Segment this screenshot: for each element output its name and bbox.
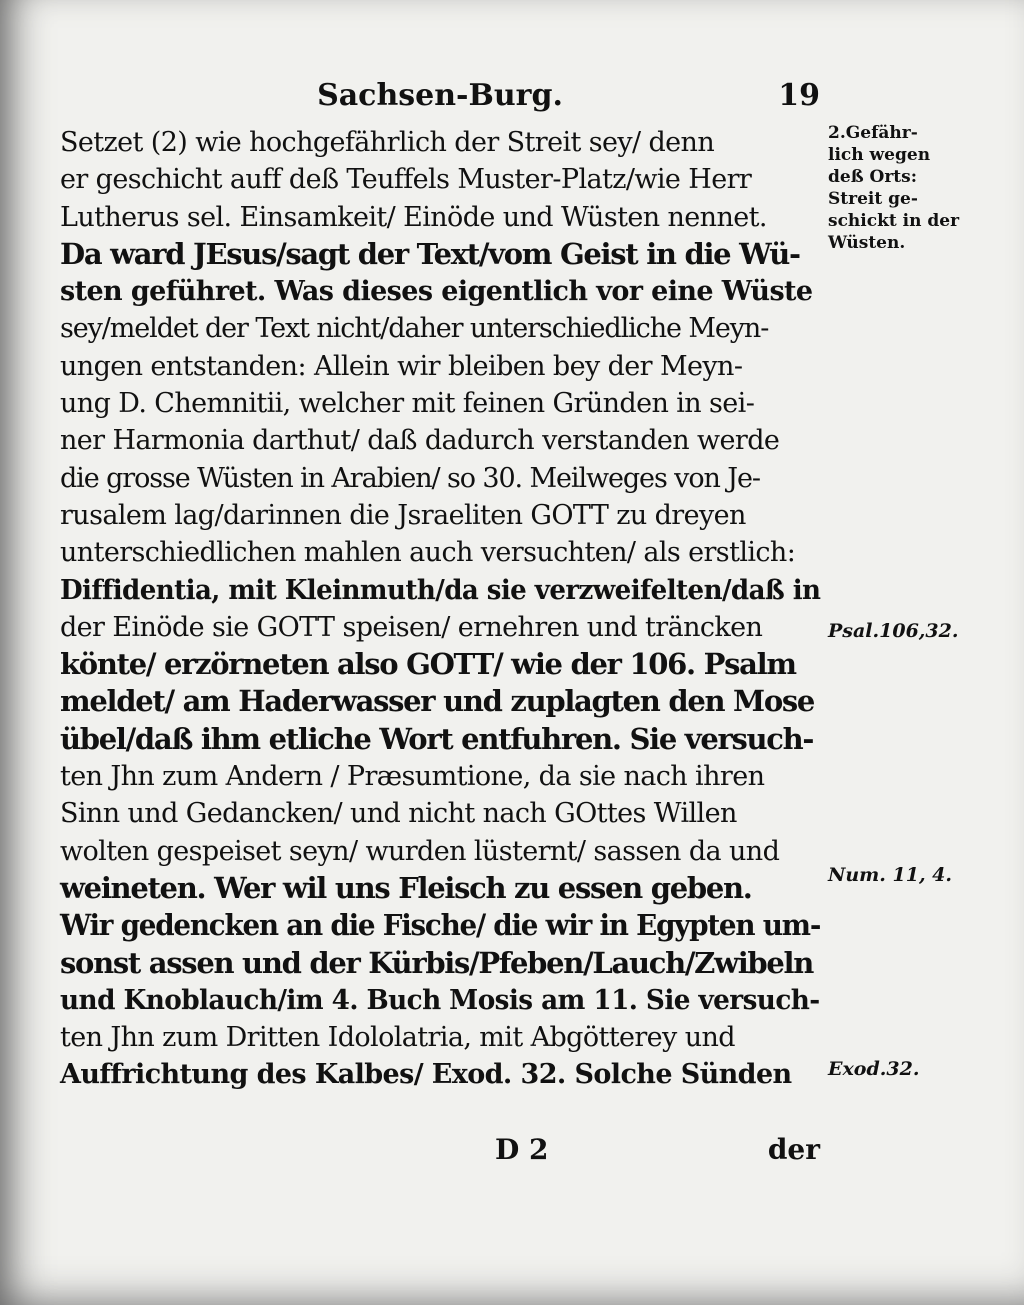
text-line-19: Sinn und Gedancken/ und nicht nach GOttes Willen [60,798,737,830]
text-line-23: sonst assen und der Kürbis/Pfeben/Lauch/Zwibeln [60,945,814,980]
text-line-10: die grosse Wüsten in Arabien/ so 30. Meilweges von Je- [60,462,760,494]
text-line-14: der Einöde sie GOTT speisen/ ernehren und träncken [60,611,763,643]
text-line-20: wolten gespeiset seyn/ wurden lüsternt/ sassen da und [60,835,780,867]
margin-note-line: deß Orts: [828,167,918,187]
text-line-5: sten geführet. Was dieses eigentlich vor eine Wüste [60,276,813,308]
signature-mark: D 2 [495,1133,549,1166]
text-line-16: meldet/ am Haderwasser und zuplagten den Mose [60,684,815,719]
text-line-7: ungen entstanden: Allein wir bleiben bey der Meyn- [60,350,743,382]
text-line-21: weineten. Wer wil uns Fleisch zu essen geben. [60,870,752,905]
text-line-6: sey/meldet der Text nicht/daher unterschiedliche Meyn- [60,313,769,345]
margin-note-numeri [828,864,952,886]
page-header [60,78,820,118]
margin-note-line: Num. 11, 4. [828,864,953,886]
text-line-3: Lutherus sel. Einsamkeit/ Einöde und Wüsten nennet. [60,201,767,233]
margin-note-gefaehrlich [828,122,959,254]
margin-note-line: 2.Gefähr- [828,123,918,143]
margin-note-line: schickt in der [828,211,960,231]
text-line-11: rusalem lag/darinnen die Jsraeliten GOTT zu dreyen [60,499,746,531]
text-line-15: könte/ erzörneten also GOTT/ wie der 106. Psalm [60,647,796,682]
running-head: Sachsen-Burg. [317,78,563,113]
text-line-12: unterschiedlichen mahlen auch versuchten/ als erstlich: [60,537,796,569]
text-line-25: ten Jhn zum Dritten Idololatria, mit Abgötterey und [60,1022,735,1054]
text-line-17: übel/daß ihm etliche Wort entfuhren. Sie versuch- [60,721,814,756]
margin-note-line: Streit ge- [828,189,918,209]
body-text [60,124,820,1094]
margin-note-psalm [828,620,958,642]
margin-note-exodus [828,1058,919,1080]
text-line-4: Da ward JEsus/sagt der Text/vom Geist in die Wü- [60,236,800,271]
text-line-13: Diffidentia, mit Kleinmuth/da sie verzweifelten/daß in [60,574,821,606]
text-line-8: ung D. Chemnitii, welcher mit feinen Gründen in sei- [60,388,755,420]
margin-note-line: Exod.32. [828,1058,920,1080]
catchword: der [767,1133,820,1166]
text-line-22: Wir gedencken an die Fische/ die wir in Egypten um- [60,908,821,943]
margin-note-line: Psal.106,32. [828,620,959,642]
margin-note-line: lich wegen [828,145,931,165]
text-line-2: er geschicht auff deß Teuffels Muster-Platz/wie Herr [60,164,752,196]
text-line-1: Setzet (2) wie hochgefährlich der Streit sey/ denn [60,127,715,158]
text-line-9: ner Harmonia darthut/ daß dadurch verstanden werde [60,425,780,457]
text-line-26: Auffrichtung des Kalbes/ Exod. 32. Solche Sünden [60,1059,792,1091]
text-line-24: und Knoblauch/im 4. Buch Mosis am 11. Sie versuch- [60,984,820,1016]
text-line-18: ten Jhn zum Andern / Præsumtione, da sie nach ihren [60,761,765,793]
page-number: 19 [778,78,820,113]
page-footer [60,1133,820,1173]
margin-note-line: Wüsten. [828,233,906,253]
